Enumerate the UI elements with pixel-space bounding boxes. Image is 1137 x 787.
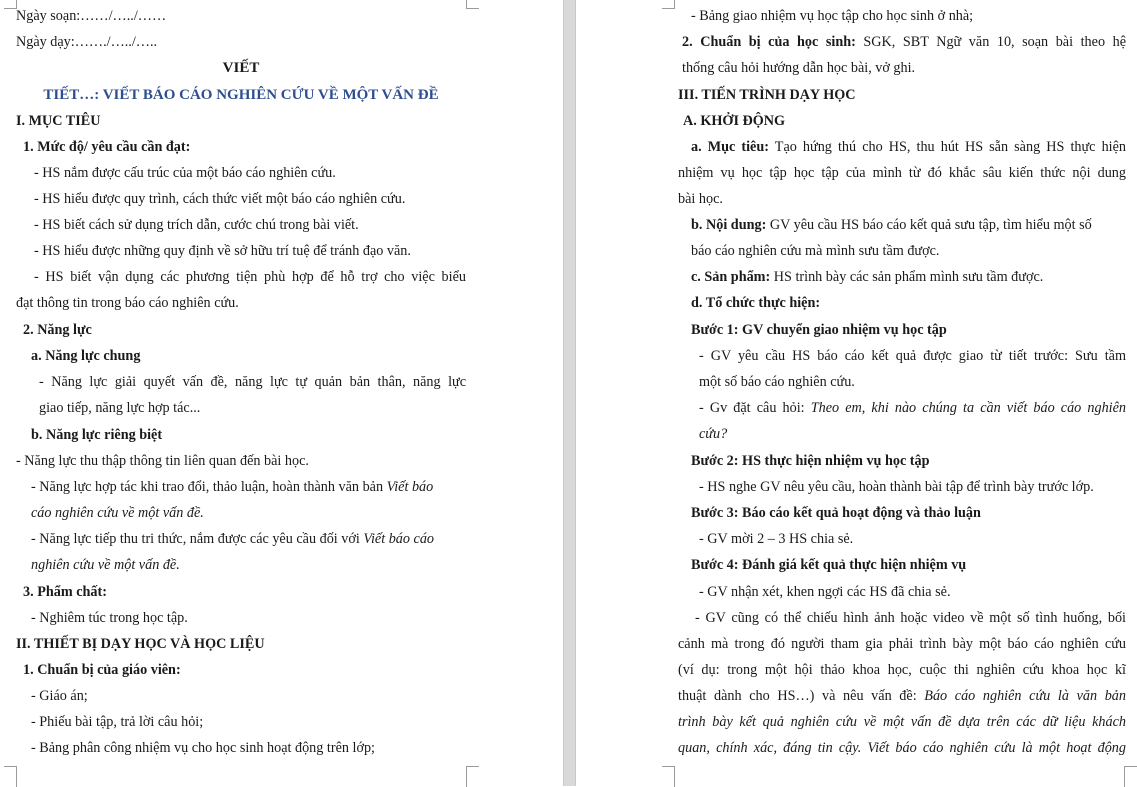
date-prepared: Ngày soạn:……/…../…… [16, 8, 167, 24]
warmup-content-cont: báo cáo nghiên cứu mà mình sưu tầm được. [691, 243, 940, 259]
warmup-goal [691, 135, 1126, 159]
competence-item-cont: cáo nghiên cứu về một vấn đề. [31, 505, 204, 521]
lesson-title: TIẾT…: VIẾT BÁO CÁO NGHIÊN CỨU VỀ MỘT VẤN ĐỀ [43, 87, 439, 103]
teacher-prep-item: - Phiếu bài tập, trả lời câu hỏi; [31, 714, 204, 730]
step-1-item: - GV yêu cầu HS báo cáo kết quả được giao từ tiết trước: Sưu tầm [699, 348, 1126, 364]
product-text: HS trình bày các sản phẩm mình sưu tầm được. [770, 269, 1044, 285]
competence-item: - Năng lực thu thập thông tin liên quan đến bài học. [16, 453, 309, 469]
step-3-item: - GV mời 2 – 3 HS chia sẻ. [699, 531, 854, 547]
objective-item: - HS biết vận dụng các phương tiện phù hợp để hỗ trợ cho việc biểu [34, 269, 466, 285]
student-prep-cont: thống câu hỏi hướng dẫn học bài, vở ghi. [682, 60, 916, 76]
competence-item-cont: nghiên cứu về một vấn đề. [31, 557, 180, 573]
teacher-prep-item: - Bảng phân công nhiệm vụ cho học sinh hoạt động trên lớp; [31, 740, 375, 756]
section-equipment: II. THIẾT BỊ DẠY HỌC VÀ HỌC LIỆU [16, 636, 265, 652]
step-2-item: - HS nghe GV nêu yêu cầu, hoàn thành bài tập để trình bày trước lớp. [699, 479, 1094, 495]
competence-item [31, 475, 433, 499]
step-3: Bước 3: Báo cáo kết quả hoạt động và thảo luận [691, 505, 981, 521]
competence-text: - Năng lực hợp tác khi trao đổi, thảo luận, hoàn thành văn bản [31, 479, 387, 495]
warmup-organization: d. Tổ chức thực hiện: [691, 295, 821, 311]
competence-italic: Viết báo cáo [363, 531, 435, 547]
step-4-item-cont [678, 684, 1126, 708]
step-4-italic: Báo cáo nghiên cứu là văn bản [924, 688, 1126, 704]
step-4: Bước 4: Đánh giá kết quả thực hiện nhiệm vụ [691, 557, 967, 573]
teacher-prep-item: - Bảng giao nhiệm vụ học tập cho học sinh ở nhà; [691, 8, 974, 24]
content-label: b. Nội dung: [691, 217, 767, 233]
quality-item: - Nghiêm túc trong học tập. [31, 610, 188, 626]
warmup-product [691, 265, 1043, 289]
objective-item: - HS biết cách sử dụng trích dẫn, cước chú trong bài viết. [34, 217, 359, 233]
step-4-item-cont: quan, chính xác, đáng tin cậy. Viết báo cáo nghiên cứu là một hoạt động [678, 740, 1126, 756]
step-4-item-cont: cảnh mà trong đó người tham gia phải trình bày một báo cáo nghiên cứu [678, 636, 1126, 652]
step-2: Bước 2: HS thực hiện nhiệm vụ học tập [691, 453, 930, 469]
goal-text: Tạo hứng thú cho HS, thu hút HS sẵn sàng HS thực hiện [768, 139, 1126, 155]
student-prep-text: SGK, SBT Ngữ văn 10, soạn bài theo hệ [855, 34, 1126, 50]
subsection-requirements: 1. Mức độ/ yêu cầu cần đạt: [23, 139, 191, 155]
step-4-item-cont: trình bày kết quả nghiên cứu về một vấn đề dựa trên các dữ liệu khách [678, 714, 1126, 730]
objective-item: - HS nắm được cấu trúc của một báo cáo nghiên cứu. [34, 165, 336, 181]
competence-item-cont: giao tiếp, năng lực hợp tác... [39, 400, 201, 416]
right-page [575, 0, 1137, 786]
subsection-competence: 2. Năng lực [23, 322, 92, 338]
competence-italic: Viết báo [386, 479, 434, 495]
content-text: GV yêu cầu HS báo cáo kết quả sưu tập, tìm hiểu một số [766, 217, 1092, 233]
step-4-item: - GV cũng có thể chiếu hình ảnh hoặc video về một số tình huống, bối [695, 610, 1126, 626]
competence-item [31, 527, 434, 551]
step-4-text: thuật dành cho HS…) và nêu vấn đề: [678, 688, 925, 704]
objective-item-cont: đạt thông tin trong báo cáo nghiên cứu. [16, 295, 239, 311]
teacher-prep-item: - Giáo án; [31, 688, 88, 704]
step-1-question-cont: cứu? [699, 426, 728, 442]
left-page [0, 0, 563, 786]
warmup-goal-cont: bài học. [678, 191, 723, 207]
step-4-item: - GV nhận xét, khen ngợi các HS đã chia sẻ. [699, 584, 951, 600]
competence-text: - Năng lực tiếp thu tri thức, nắm được các yêu cầu đối với [31, 531, 364, 547]
subsection-qualities: 3. Phẩm chất: [23, 584, 107, 600]
question-italic: Theo em, khi nào chúng ta cần viết báo cáo nghiên [810, 400, 1126, 416]
student-prep-label: 2. Chuẩn bị của học sinh: [682, 34, 856, 50]
student-prep [682, 30, 1126, 54]
step-1-question [699, 396, 1126, 420]
section-warmup: A. KHỞI ĐỘNG [683, 113, 786, 129]
warmup-content [691, 213, 1092, 237]
section-objectives: I. MỤC TIÊU [16, 113, 101, 129]
step-1-item-cont: một số báo cáo nghiên cứu. [699, 374, 855, 390]
heading-viet: VIẾT [222, 60, 260, 76]
subsection-specific-competence: b. Năng lực riêng biệt [31, 427, 163, 443]
question-text: - Gv đặt câu hỏi: [699, 400, 811, 416]
warmup-goal-cont: nhiệm vụ học tập học tập của mình từ đó khắc sâu kiến thức nội dung [678, 165, 1126, 181]
competence-item: - Năng lực giải quyết vấn đề, năng lực tự quản bản thân, năng lực [39, 374, 466, 390]
goal-label: a. Mục tiêu: [691, 139, 769, 155]
subsection-general-competence: a. Năng lực chung [31, 348, 141, 364]
step-4-item-cont: (ví dụ: trong một hội thảo khoa học, cuộc thi nghiên cứu khoa học kĩ [678, 662, 1126, 678]
date-taught: Ngày dạy:……./…../….. [16, 34, 158, 50]
product-label: c. Sản phẩm: [691, 269, 771, 285]
subsection-teacher-prep: 1. Chuẩn bị của giáo viên: [23, 662, 181, 678]
objective-item: - HS hiểu được quy trình, cách thức viết một báo cáo nghiên cứu. [34, 191, 406, 207]
section-process: III. TIẾN TRÌNH DẠY HỌC [678, 87, 856, 103]
step-1: Bước 1: GV chuyển giao nhiệm vụ học tập [691, 322, 947, 338]
objective-item: - HS hiểu được những quy định về sở hữu trí tuệ để tránh đạo văn. [34, 243, 411, 259]
